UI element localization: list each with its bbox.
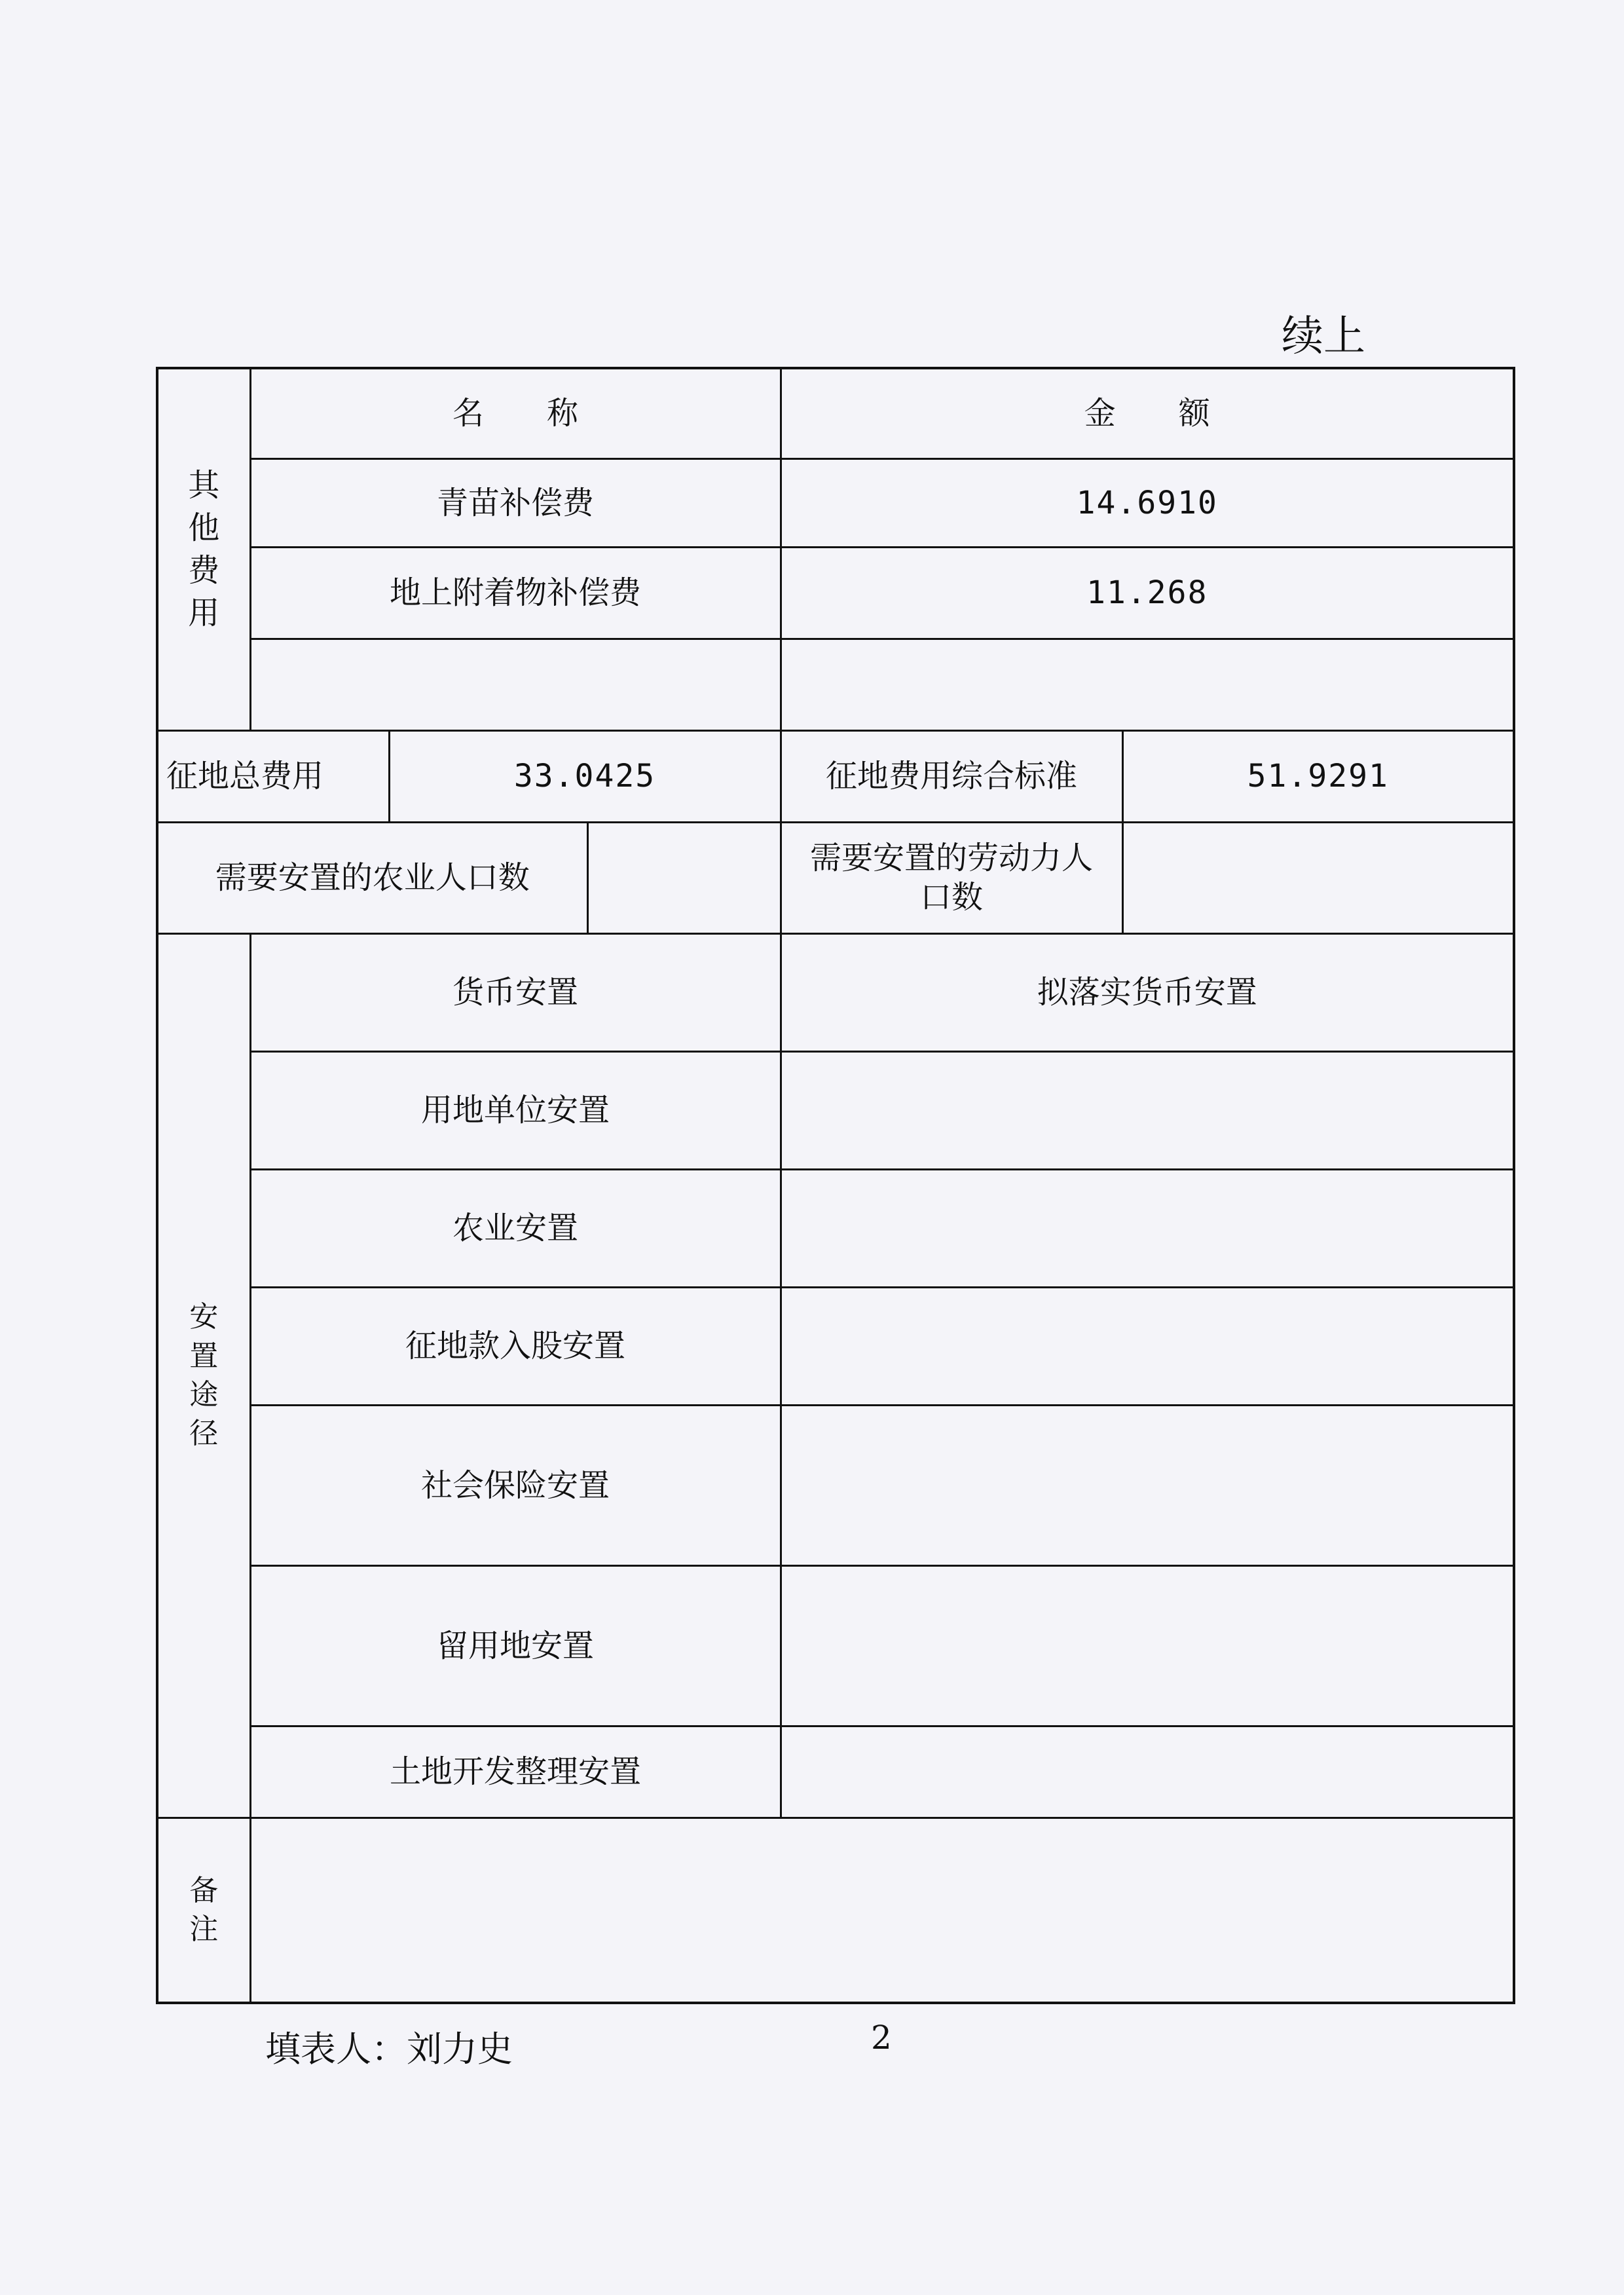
other-fees-header-row xyxy=(157,368,1514,458)
resettlement-label-cell xyxy=(157,933,250,1818)
remarks-label-cell xyxy=(157,1818,250,2003)
resettlement-row xyxy=(157,1287,1514,1405)
fee-name xyxy=(250,639,781,730)
remarks-row xyxy=(157,1818,1514,2003)
resettlement-label: 安置途径 xyxy=(189,1300,219,1451)
continuation-note: 续上 xyxy=(1282,312,1365,361)
resettlement-row xyxy=(157,1726,1514,1818)
resettlement-name: 用地单位安置 xyxy=(250,1051,781,1169)
land-requisition-form-table xyxy=(156,367,1515,2004)
agri-pop-label: 需要安置的农业人口数 xyxy=(157,822,587,933)
resettlement-value xyxy=(781,1726,1514,1818)
fee-amount xyxy=(781,639,1514,730)
resettlement-row xyxy=(157,1169,1514,1287)
header-amount: 金 额 xyxy=(781,368,1514,458)
other-fees-label-cell xyxy=(157,368,250,730)
other-fees-row xyxy=(157,547,1514,639)
remarks-label: 备注 xyxy=(189,1873,219,1947)
other-fees-row xyxy=(157,458,1514,547)
resettlement-value xyxy=(781,1169,1514,1287)
resettlement-name: 社会保险安置 xyxy=(250,1405,781,1565)
resettlement-name: 留用地安置 xyxy=(250,1565,781,1726)
resettlement-row xyxy=(157,1405,1514,1565)
labor-pop-label: 需要安置的劳动力人口数 xyxy=(781,822,1122,933)
fee-name: 地上附着物补偿费 xyxy=(250,547,781,639)
standard-value: 51.9291 xyxy=(1122,730,1514,822)
resettlement-row xyxy=(157,1565,1514,1726)
resettlement-value xyxy=(781,1405,1514,1565)
resettlement-name: 土地开发整理安置 xyxy=(250,1726,781,1818)
resettlement-name: 货币安置 xyxy=(250,933,781,1051)
remarks-value xyxy=(250,1818,1514,2003)
fee-name: 青苗补偿费 xyxy=(250,458,781,547)
other-fees-label: 其他费用 xyxy=(188,467,220,631)
resettlement-row xyxy=(157,1051,1514,1169)
other-fees-row xyxy=(157,639,1514,730)
resettlement-row xyxy=(157,933,1514,1051)
resettlement-name: 农业安置 xyxy=(250,1169,781,1287)
standard-label: 征地费用综合标准 xyxy=(781,730,1122,822)
population-row xyxy=(157,822,1514,933)
total-fee-value: 33.0425 xyxy=(389,730,781,822)
resettlement-value xyxy=(781,1051,1514,1169)
resettlement-value xyxy=(781,1287,1514,1405)
labor-pop-value xyxy=(1122,822,1514,933)
fee-amount: 14.6910 xyxy=(781,458,1514,547)
form-filler: 填表人：刘力史 xyxy=(265,2028,513,2070)
resettlement-name: 征地款入股安置 xyxy=(250,1287,781,1405)
page-number: 2 xyxy=(871,2019,892,2057)
total-fee-label: 征地总费用 xyxy=(157,730,389,822)
resettlement-value xyxy=(781,1565,1514,1726)
header-name: 名 称 xyxy=(250,368,781,458)
resettlement-value: 拟落实货币安置 xyxy=(781,933,1514,1051)
totals-row xyxy=(157,730,1514,822)
agri-pop-value xyxy=(587,822,781,933)
fee-amount: 11.268 xyxy=(781,547,1514,639)
